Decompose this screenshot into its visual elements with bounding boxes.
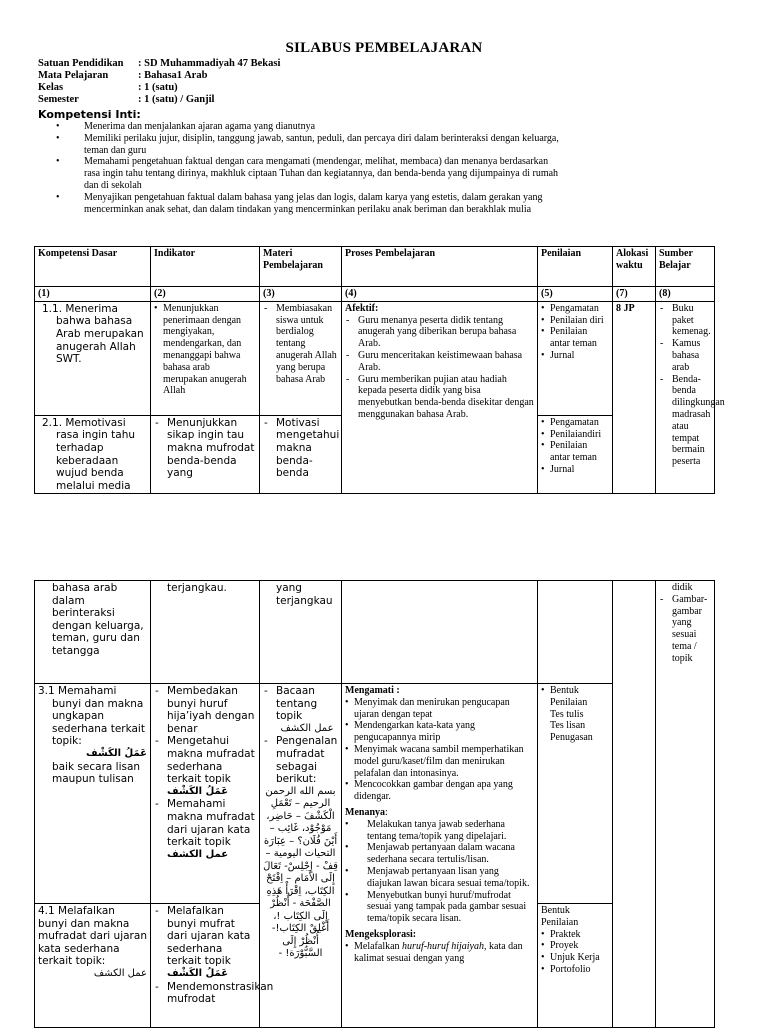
kd-text: bahasa arab dalam berinteraksi dengan keluarga, teman, guru dan tetangga — [52, 582, 144, 657]
alokasi-cell: 8 JP — [613, 301, 656, 494]
list-item: • Jurnal — [541, 350, 609, 362]
list-item: • Penilaiandiri — [541, 429, 609, 441]
meta-value: : 1 (satu) — [138, 82, 178, 93]
materi-cell — [260, 684, 342, 1028]
materi-cell — [260, 301, 342, 415]
list-item: - Menunjukkan sikap ingin tau makna mufrodat benda-benda yang — [154, 417, 256, 480]
header-row — [35, 247, 715, 287]
list-item: - Membiasakan siswa untuk berdialog tentang anugerah Allah yang berupa bahasa Arab — [263, 303, 338, 386]
list-item: • Menyimak dan menirukan pengucapan ujaran dengan tepat — [345, 697, 534, 721]
kd-cell — [35, 581, 151, 684]
header-alokasi: Alokasi waktu — [613, 247, 656, 287]
kompetensi-inti-heading: Kompetensi Inti: — [38, 108, 141, 121]
list-item — [154, 798, 256, 861]
kd-cell — [35, 904, 151, 1028]
list-item — [263, 685, 338, 735]
kd-text: 1.1. Menerima bahwa bahasa Arab merupakan anugerah Allah SWT. — [42, 302, 144, 366]
list-item: • Penilaian antar teman — [541, 326, 609, 350]
meta-row — [38, 58, 280, 70]
table-row — [35, 301, 715, 415]
materi-text: Pengenalan mufradat sebagai berikut: — [276, 735, 338, 786]
meta-value: : SD Muhammadiyah 47 Bekasi — [138, 58, 281, 69]
header-sumber: Sumber Belajar — [656, 247, 715, 287]
kd-arabic: عمل الكشف — [93, 967, 147, 979]
penilaian-sub: Tes tulis — [550, 708, 584, 720]
list-item — [263, 735, 338, 785]
list-item — [154, 905, 256, 981]
meta-label: Satuan Pendidikan — [38, 58, 124, 69]
col-number: (1) — [35, 287, 151, 302]
kd-text: baik secara lisan maupun tulisan — [52, 760, 141, 786]
materi-arabic-vocab: بسم الله الرحمن الرحيم – تَعْمَلِ الْكَشْفَ – حَاضِر، مَوْجُوْد، غَائِب – أَيْنَ فُلَان؟ – عِبَارَة التحيات اليومية – قِفْ - إِجْلِسْ- تَعَالَ إِلَى الأَمَام – اِفْتَحْ الكِتَاب، اِقْرَأْ هَذِهِ الصَّفْحَة - أُنْظُرْ إِلَى الكِتَاب !، أَغْلِقْ الكِتَاب!- أُنْظُرْ إِلَى السَّبُّوْرَة! - — [263, 785, 338, 960]
indikator-text: Mendemonstrasikan mufrodat — [167, 980, 274, 1006]
proses-cell — [342, 301, 538, 494]
list-item: • Penilaian antar teman — [541, 440, 609, 464]
col-number: (7) — [613, 287, 656, 302]
header-indikator: Indikator — [151, 247, 260, 287]
indikator-arabic: عَمَلُ الكَشْف — [167, 785, 229, 797]
materi-arabic: عمل الكشف — [280, 722, 334, 734]
sumber-cell — [656, 301, 725, 494]
meta-value: : 1 (satu) / Ganjil — [138, 94, 215, 105]
indikator-arabic: عَمَلُ الكَشْف — [167, 967, 229, 979]
menanya-label: Menanya — [345, 806, 385, 818]
meta-value: : Bahasa1 Arab — [138, 70, 208, 81]
table-row — [35, 581, 715, 684]
list-item: • Melakukan tanya jawab sederhana tentang tema/topik yang dipelajari. — [345, 819, 534, 843]
materi-text: yang terjangkau — [276, 582, 333, 607]
list-item: • Menyebutkan bunyi huruf/mufrodat sesuai yang tampak pada gambar sesuai tema/topik secara lisan. — [345, 890, 534, 925]
kompetensi-inti-list — [56, 121, 561, 215]
penilaian-heading: Bentuk Penilaian — [541, 905, 579, 928]
proses-heading: Afektif: — [345, 302, 379, 314]
list-item — [154, 980, 274, 1006]
meta-row — [38, 94, 280, 106]
eks-italic: huruf-huruf hijaiyah — [402, 940, 484, 952]
header-proses: Proses Pembelajaran — [342, 247, 538, 287]
materi-cell — [260, 581, 342, 684]
penilaian-cell — [538, 684, 613, 904]
indikator-text: Mengetahui makna mufradat sederhana terkait topik — [167, 735, 255, 786]
meta-row — [38, 70, 280, 82]
header-materi: Materi Pembelajaran — [260, 247, 342, 287]
penilaian-sub: Penilaian — [550, 696, 588, 708]
kd-text: 2.1. Memotivasi rasa ingin tahu terhadap keberadaan wujud benda melalui media — [42, 416, 136, 492]
list-item: - Kamus bahasa arab — [659, 338, 711, 373]
sumber-text: didik — [672, 582, 693, 593]
list-item: • Jurnal — [541, 464, 609, 476]
list-item: • Memiliki perilaku jujur, disiplin, tanggung jawab, santun, peduli, dan percaya diri dalam berinteraksi dengan keluarga, teman dan guru — [56, 133, 561, 157]
list-item: • Penilaian diri — [541, 315, 609, 327]
col-number: (5) — [538, 287, 613, 302]
list-item: • Portofolio — [541, 964, 609, 976]
number-row — [35, 287, 715, 302]
list-item: • Unjuk Kerja — [541, 952, 609, 964]
kd-text: 3.1 Memahami bunyi dan makna ungkapan sederhana terkait topik: — [38, 685, 145, 748]
list-item: • Menjawab pertanyaan lisan yang diajukan lawan bicara sesuai tema/topik. — [345, 866, 534, 890]
meta-row — [38, 82, 280, 94]
list-item: • Bentuk — [541, 685, 609, 697]
list-item: • Menunjukkan penerimaan dengan mengiyakan, mendengarkan, dan menanggapi bahwa bahasa arab merupakan anugerah Allah — [154, 303, 256, 397]
kd-arabic: عَمَلُ الكَشْف — [85, 747, 147, 759]
identity-block — [38, 58, 280, 106]
indikator-text: Memahami makna mufradat dari ujaran kata terkait topik — [167, 798, 255, 849]
penilaian-sub: Tes lisan — [550, 720, 586, 732]
col-number: (8) — [656, 287, 715, 302]
eks-text: Melafalkan — [354, 940, 403, 952]
penilaian-cell — [538, 904, 613, 1028]
menanya-heading — [345, 807, 534, 819]
meta-label: Mata Pelajaran — [38, 70, 109, 81]
alokasi-cell — [613, 581, 656, 1028]
indikator-cell — [151, 301, 260, 415]
menanya-colon: : — [385, 806, 388, 818]
list-item: • Praktek — [541, 929, 609, 941]
meta-label: Semester — [38, 94, 79, 105]
list-item: • Menerima dan menjalankan ajaran agama yang dianutnya — [56, 121, 561, 133]
penilaian-sub: Penugasan — [550, 732, 593, 744]
list-item: - Benda-benda dilingkungan madrasah atau tempat bermain peserta — [659, 374, 711, 468]
list-item: • Mendengarkan kata-kata yang pengucapannya mirip — [345, 720, 534, 744]
syllabus-table-part-2 — [34, 580, 715, 1028]
list-item: - Motivasi mengetahui makna benda-benda — [263, 417, 338, 480]
indikator-cell — [151, 581, 260, 684]
proses-cell — [342, 581, 538, 684]
list-item: - Guru menceritakan keistimewaan bahasa Arab. — [345, 350, 534, 374]
list-item: • Memahami pengetahuan faktual dengan cara mengamati (mendengar, melihat, membaca) dan menanya berdasarkan rasa ingin tahu tentang dirinya, makhluk ciptaan Tuhan dan kegiatannya, dan benda-benda yang dijumpainya di rumah dan di sekolah — [56, 156, 561, 191]
header-penilaian: Penilaian — [538, 247, 613, 287]
kd-text: 4.1 Melafalkan bunyi dan makna mufradat dari ujaran kata sederhana terkait topik: — [38, 905, 147, 968]
materi-text: Bacaan tentang topik — [276, 685, 318, 723]
meta-label: Kelas — [38, 82, 64, 93]
proses-cell — [342, 684, 538, 1028]
indikator-cell — [151, 415, 260, 494]
col-number: (4) — [342, 287, 538, 302]
penilaian-cell — [538, 301, 613, 415]
indikator-cell — [151, 904, 274, 1028]
materi-cell — [260, 415, 342, 494]
kd-cell — [35, 684, 151, 904]
list-item: • Menjawab pertanyaan dalam wacana sederhana secara tertulis/lisan. — [345, 842, 534, 866]
list-item: • Menyajikan pengetahuan faktual dalam bahasa yang jelas dan logis, dalam karya yang estetis, dalam gerakan yang mencerminkan anak sehat, dan dalam tindakan yang mencerminkan perilaku anak beriman dan berakhlak mulia — [56, 192, 561, 216]
penilaian-cell — [538, 415, 613, 494]
list-item: - Buku paket kemenag. — [659, 303, 711, 338]
list-item: • Pengamatan — [541, 303, 609, 315]
list-item — [154, 735, 256, 798]
penilaian-cell — [538, 581, 613, 684]
list-item: - Guru memberikan pujian atau hadiah kepada peserta didik yang bisa menyebutkan benda-benda disekitar dengan menggunakan bahasa Arab. — [345, 374, 534, 421]
list-item: • Mencocokkan gambar dengan apa yang didengar. — [345, 779, 534, 803]
list-item: - Guru menanya peserta didik tentang anugerah yang diberikan berupa bahasa Arab. — [345, 315, 534, 350]
syllabus-table-part-1 — [34, 246, 725, 494]
indikator-cell — [151, 684, 260, 904]
list-item: • Proyek — [541, 940, 609, 952]
indikator-text: Melafalkan bunyi mufrat dari ujaran kata sederhana terkait topik — [167, 905, 251, 968]
kd-cell — [35, 415, 151, 494]
list-item: - Gambar-gambar yang sesuai tema / topik — [659, 594, 711, 665]
col-number: (2) — [151, 287, 260, 302]
indikator-text: terjangkau. — [167, 582, 227, 594]
mengamati-heading: Mengamati : — [345, 685, 400, 696]
header-kompetensi-dasar: Kompetensi Dasar — [35, 247, 151, 287]
eks-text: , kata dan kalimat sesuai dengan yang — [354, 940, 523, 964]
indikator-text: Membedakan bunyi huruf hija’iyah dengan benar — [167, 685, 255, 735]
page-title: SILABUS PEMBELAJARAN — [285, 40, 483, 56]
list-item: • Pengamatan — [541, 417, 609, 429]
list-item — [154, 685, 256, 735]
kd-cell — [35, 301, 151, 415]
mengeksplorasi-heading: Mengeksplorasi: — [345, 928, 417, 940]
list-item — [345, 941, 534, 965]
indikator-arabic: عمل الكشف — [167, 848, 229, 860]
col-number: (3) — [260, 287, 342, 302]
list-item: • Menyimak wacana sambil memperhatikan model guru/kaset/film dan menirukan pelafalan dan intonasinya. — [345, 744, 534, 779]
sumber-cell — [656, 581, 715, 1028]
